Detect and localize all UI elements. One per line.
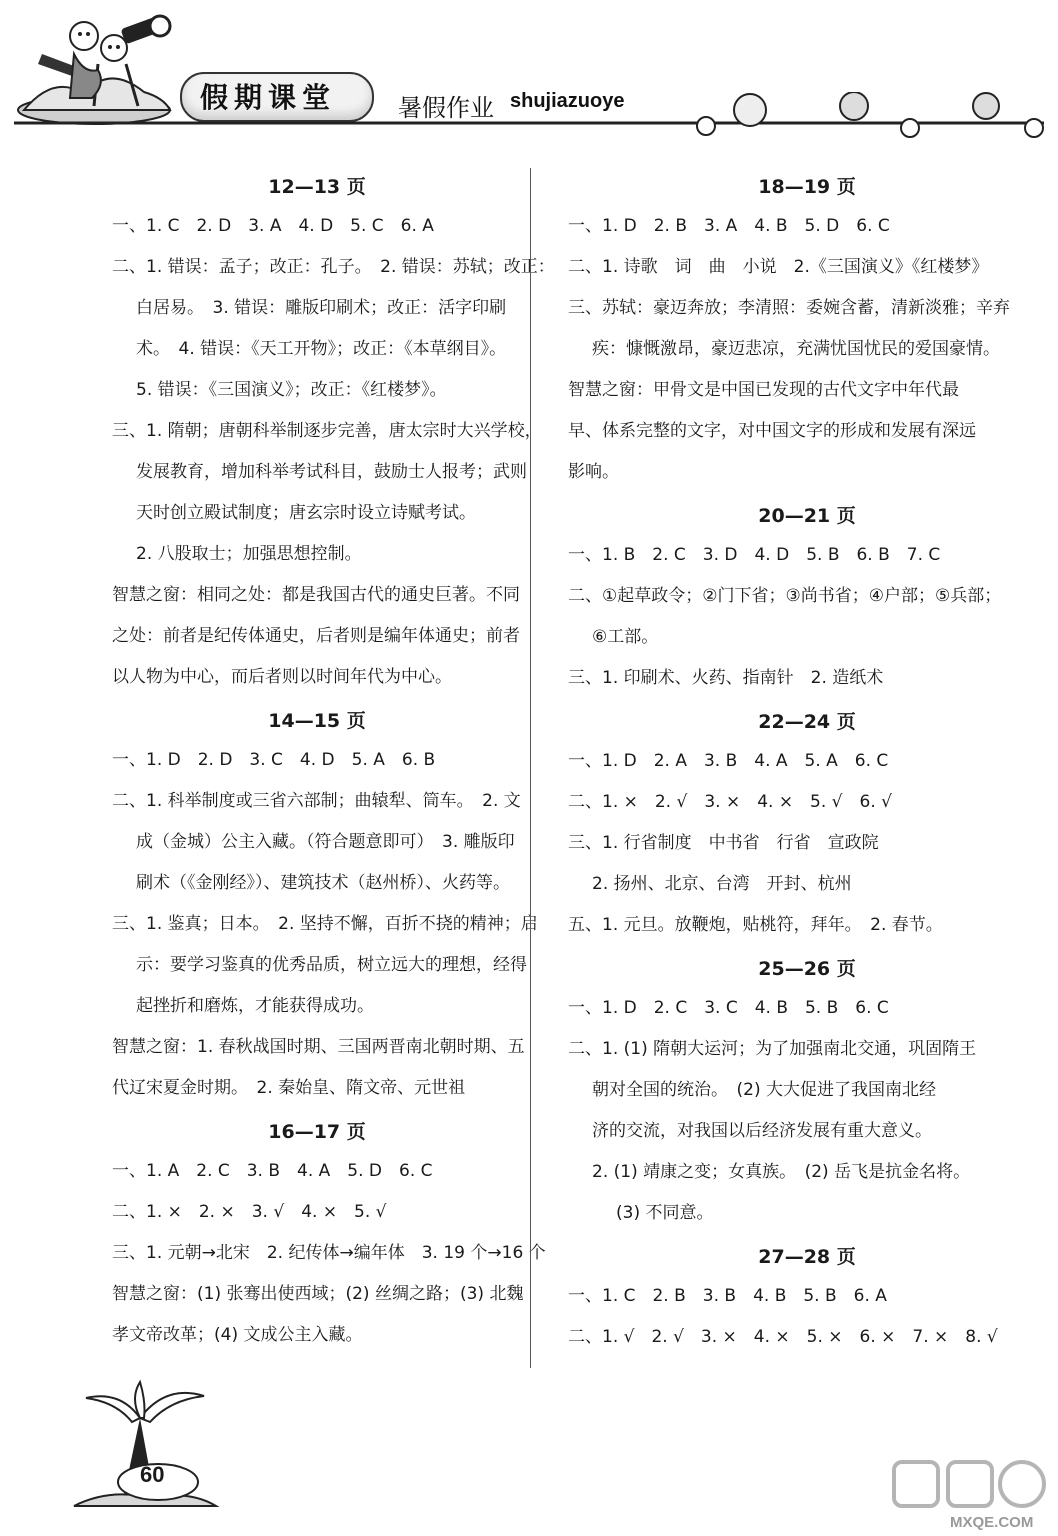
answer-line: 起挫折和磨炼，才能获得成功。: [136, 996, 374, 1016]
answer-line: 发展教育，增加科举考试科目，鼓励士人报考；武则: [136, 462, 527, 482]
answer-line: 二、1. × 2. × 3. √ 4. × 5. √: [112, 1202, 387, 1222]
wisdom-window-line: 代辽宋夏金时期。 2. 秦始皇、隋文帝、元世祖: [112, 1078, 466, 1098]
watermark-text: MXQE.COM: [950, 1514, 1034, 1531]
section-25-26: [568, 952, 1046, 1227]
page-header: [0, 0, 1058, 160]
palm-island-icon: [70, 1378, 220, 1514]
answer-line: 二、1. (1) 隋朝大运河；为了加强南北交通，巩固隋王: [568, 1039, 977, 1059]
column-divider: [530, 168, 531, 1368]
answer-line: 一、1. B 2. C 3. D 4. D 5. B 6. B 7. C: [568, 545, 941, 565]
answer-line: 三、1. 元朝→北宋 2. 纪传体→编年体 3. 19 个→16 个: [112, 1243, 546, 1263]
answer-line: 一、1. D 2. C 3. C 4. B 5. B 6. C: [568, 998, 889, 1018]
left-answer-column: [112, 168, 555, 1362]
wisdom-window-line: 智慧之窗：(1) 张骞出使西域；(2) 丝绸之路；(3) 北魏: [112, 1284, 524, 1304]
answer-line: 济的交流，对我国以后经济发展有重大意义。: [592, 1121, 932, 1141]
answer-line: 二、1. 诗歌 词 曲 小说 2.《三国演义》《红楼梦》: [568, 257, 989, 277]
section-title: 25—26 页: [758, 958, 856, 980]
answer-line: 一、1. A 2. C 3. B 4. A 5. D 6. C: [112, 1161, 433, 1181]
decorative-beads-icon: [690, 92, 1050, 142]
answer-line: 白居易。 3. 错误：雕版印刷术；改正：活字印刷: [136, 298, 507, 318]
answer-line: 一、1. C 2. D 3. A 4. D 5. C 6. A: [112, 216, 434, 236]
answer-line: 二、1. × 2. √ 3. × 4. × 5. √ 6. √: [568, 792, 892, 812]
section-14-15: [112, 704, 538, 1102]
section-27-28: [568, 1240, 1046, 1351]
answer-line: 三、1. 鉴真；日本。 2. 坚持不懈，百折不挠的精神；启: [112, 914, 538, 934]
answer-line: 五、1. 元旦。放鞭炮，贴桃符，拜年。 2. 春节。: [568, 915, 943, 935]
section-16-17: [112, 1115, 546, 1349]
wisdom-window-line: 孝文帝改革；(4) 文成公主入藏。: [112, 1325, 363, 1345]
answer-line: 三、1. 行省制度 中书省 行省 宣政院: [568, 833, 879, 853]
section-20-21: [568, 499, 1046, 692]
answer-line: ⑥工部。: [592, 627, 659, 647]
answer-line: 刷术（《金刚经》）、建筑技术（赵州桥）、火药等。: [136, 873, 510, 893]
answer-line: 术。 4. 错误：《天工开物》；改正：《本草纲目》。: [136, 339, 507, 359]
answer-line: 二、①起草政令；②门下省；③尚书省；④户部；⑤兵部；: [568, 586, 1002, 606]
wisdom-window-line: 智慧之窗：甲骨文是中国已发现的古代文字中年代最: [568, 380, 959, 400]
section-title: 22—24 页: [758, 711, 856, 733]
answer-line: 5. 错误：《三国演义》；改正：《红楼梦》。: [136, 380, 447, 400]
cartoon-kids-telescope-icon: [14, 14, 174, 126]
answer-line: 朝对全国的统治。 (2) 大大促进了我国南北经: [592, 1080, 936, 1100]
section-12-13: [112, 170, 555, 691]
section-title: 18—19 页: [758, 176, 856, 198]
section-title: 16—17 页: [268, 1121, 366, 1143]
answer-line: 2. 八股取士；加强思想控制。: [136, 544, 362, 564]
wisdom-window-line: 智慧之窗：1. 春秋战国时期、三国两晋南北朝时期、五: [112, 1037, 525, 1057]
section-title: 20—21 页: [758, 505, 856, 527]
answer-line: 二、1. 科举制度或三省六部制；曲辕犁、筒车。 2. 文: [112, 791, 521, 811]
answer-line: 二、1. 错误：孟子；改正：孔子。 2. 错误：苏轼；改正：: [112, 257, 555, 277]
wisdom-window-line: 影响。: [568, 462, 619, 482]
wisdom-window-line: 早、体系完整的文字，对中国文字的形成和发展有深远: [568, 421, 976, 441]
book-title: 假期课堂: [200, 81, 337, 114]
section-title: 12—13 页: [268, 176, 366, 198]
wisdom-window-line: 以人物为中心，而后者则以时间年代为中心。: [112, 667, 452, 687]
answer-line: 2. 扬州、北京、台湾 开封、杭州: [592, 874, 852, 894]
wisdom-window-line: 之处：前者是纪传体通史，后者则是编年体通史；前者: [112, 626, 520, 646]
answer-line: 成（金城）公主入藏。（符合题意即可） 3. 雕版印: [136, 832, 515, 852]
page-number: 60: [140, 1462, 165, 1487]
answer-line: (3) 不同意。: [616, 1203, 714, 1223]
answer-line: 三、1. 印刷术、火药、指南针 2. 造纸术: [568, 668, 884, 688]
answer-line: 二、1. √ 2. √ 3. × 4. × 5. × 6. × 7. × 8. √: [568, 1327, 998, 1347]
section-22-24: [568, 705, 1046, 939]
section-title: 14—15 页: [268, 710, 366, 732]
answer-line: 示：要学习鉴真的优秀品质，树立远大的理想，经得: [136, 955, 527, 975]
answer-line: 天时创立殿试制度；唐玄宗时设立诗赋考试。: [136, 503, 476, 523]
answer-line: 2. (1) 靖康之变；女真族。 (2) 岳飞是抗金名将。: [592, 1162, 971, 1182]
right-answer-column: [568, 168, 1046, 1364]
section-18-19: [568, 170, 1046, 486]
answer-line: 一、1. C 2. B 3. B 4. B 5. B 6. A: [568, 1286, 887, 1306]
answer-line: 一、1. D 2. B 3. A 4. B 5. D 6. C: [568, 216, 890, 236]
answer-line: 一、1. D 2. D 3. C 4. D 5. A 6. B: [112, 750, 436, 770]
wisdom-window-line: 智慧之窗：相同之处：都是我国古代的通史巨著。不同: [112, 585, 520, 605]
answer-line: 三、苏轼：豪迈奔放；李清照：委婉含蓄，清新淡雅；辛弃: [568, 298, 1010, 318]
book-subtitle: 暑假作业: [398, 94, 494, 122]
answer-line: 三、1. 隋朝；唐朝科举制逐步完善，唐太宗时大兴学校，: [112, 421, 542, 441]
section-title: 27—28 页: [758, 1246, 856, 1268]
answer-line: 一、1. D 2. A 3. B 4. A 5. A 6. C: [568, 751, 889, 771]
answer-line: 疾：慷慨激昂，豪迈悲凉，充满忧国忧民的爱国豪情。: [592, 339, 1000, 359]
book-pinyin: shujiazuoye: [510, 90, 625, 112]
